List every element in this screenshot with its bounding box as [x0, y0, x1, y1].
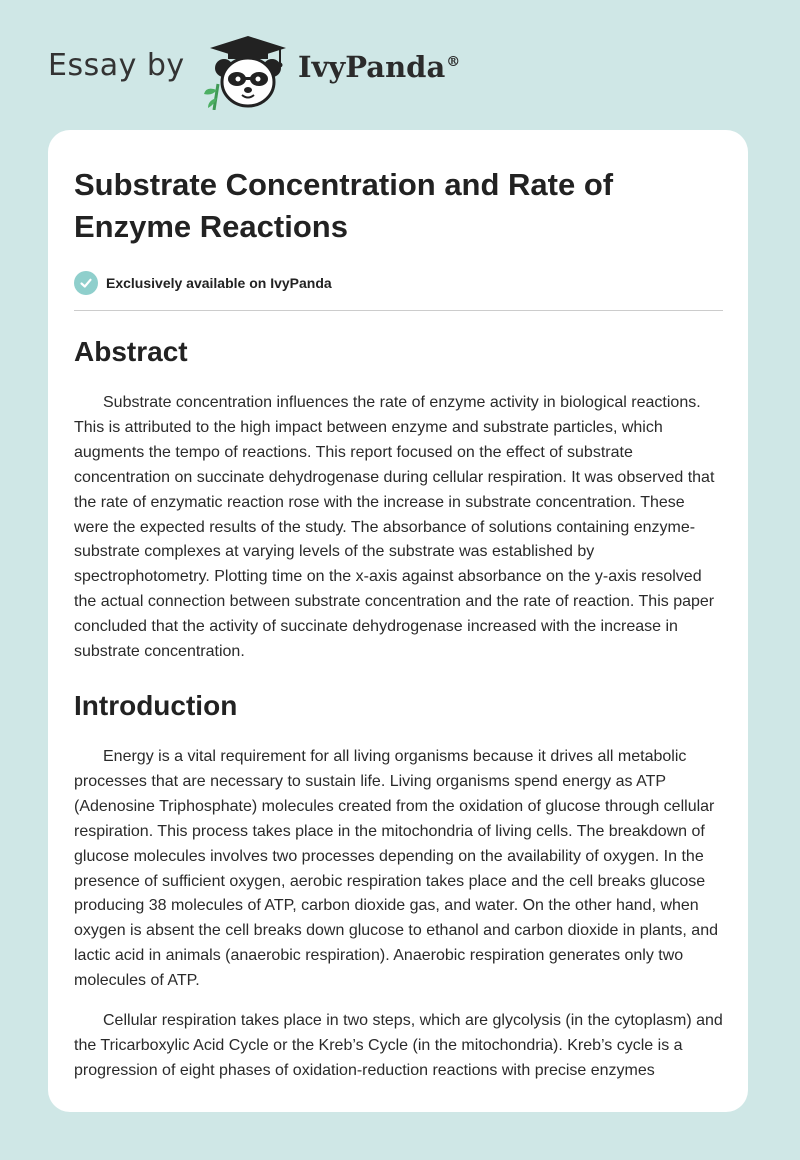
site-header: [0, 0, 800, 130]
article-card: [48, 130, 748, 1112]
exclusive-label: Exclusively available on IvyPanda: [106, 275, 332, 291]
introduction-paragraph-1: Energy is a vital requirement for all living organisms because it drives all metabolic processes that are necessary to sustain life. Living organisms spend energy as ATP (Adenosine Triphosphate) molecules created from the oxidation of glucose through cellular respiration. This process takes place in the mitochondria of living cells. The breakdown of glucose molecules involves two processes depending on the availability of oxygen. In the presence of sufficient oxygen, aerobic respiration takes place and the cell breaks glucose producing 38 molecules of ATP, carbon dioxide gas, and water. On the other hand, when oxygen is absent the cell breaks down glucose to ethanol and carbon dioxide in plants, and lactic acid in animals (anaerobic respiration). Anaerobic respiration generates only two molecules of ATP.: [74, 747, 718, 990]
abstract-paragraph: Substrate concentration influences the rate of enzyme activity in biological reactions. This is attributed to the high impact between enzyme and substrate particles, which augments the tempo of reactions. This report focused on the effect of substrate concentration on succinate dehydrogenase during cellular respiration. It was observed that the rate of enzymatic reaction rose with the increase in substrate concentration. These were the expected results of the study. The absorbance of solutions containing enzyme-substrate complexes at varying levels of the substrate was established by spectrophotometry. Plotting time on the x-axis against absorbance on the y-axis resolved the actual connection between substrate concentration and the rate of reaction. This paper concluded that the activity of succinate dehydrogenase increased with the increase in substrate concentration.: [74, 394, 715, 661]
panda-graduate-logo[interactable]: [200, 34, 296, 110]
check-icon: [74, 271, 98, 295]
section-heading-introduction: Introduction: [74, 689, 238, 721]
registered-mark: ®: [446, 54, 461, 71]
brand-name: IvyPanda®: [298, 50, 461, 84]
exclusive-notice: [74, 270, 723, 296]
divider: [74, 310, 723, 311]
article-content: [74, 164, 723, 1084]
section-heading-abstract: Abstract: [74, 336, 188, 367]
introduction-paragraph-2: Cellular respiration takes place in two steps, which are glycolysis (in the cytoplasm) and the Tricarboxylic Acid Cycle or the Kreb’s Cycle (in the mitochondria). Kreb’s cycle is a progression of eight phases of oxidation-reduction reactions with precise enzymes: [74, 1012, 723, 1079]
brand-prefix: Essay by: [48, 48, 185, 83]
article-title: Substrate Concentration and Rate of Enzyme Reactions: [74, 167, 614, 244]
